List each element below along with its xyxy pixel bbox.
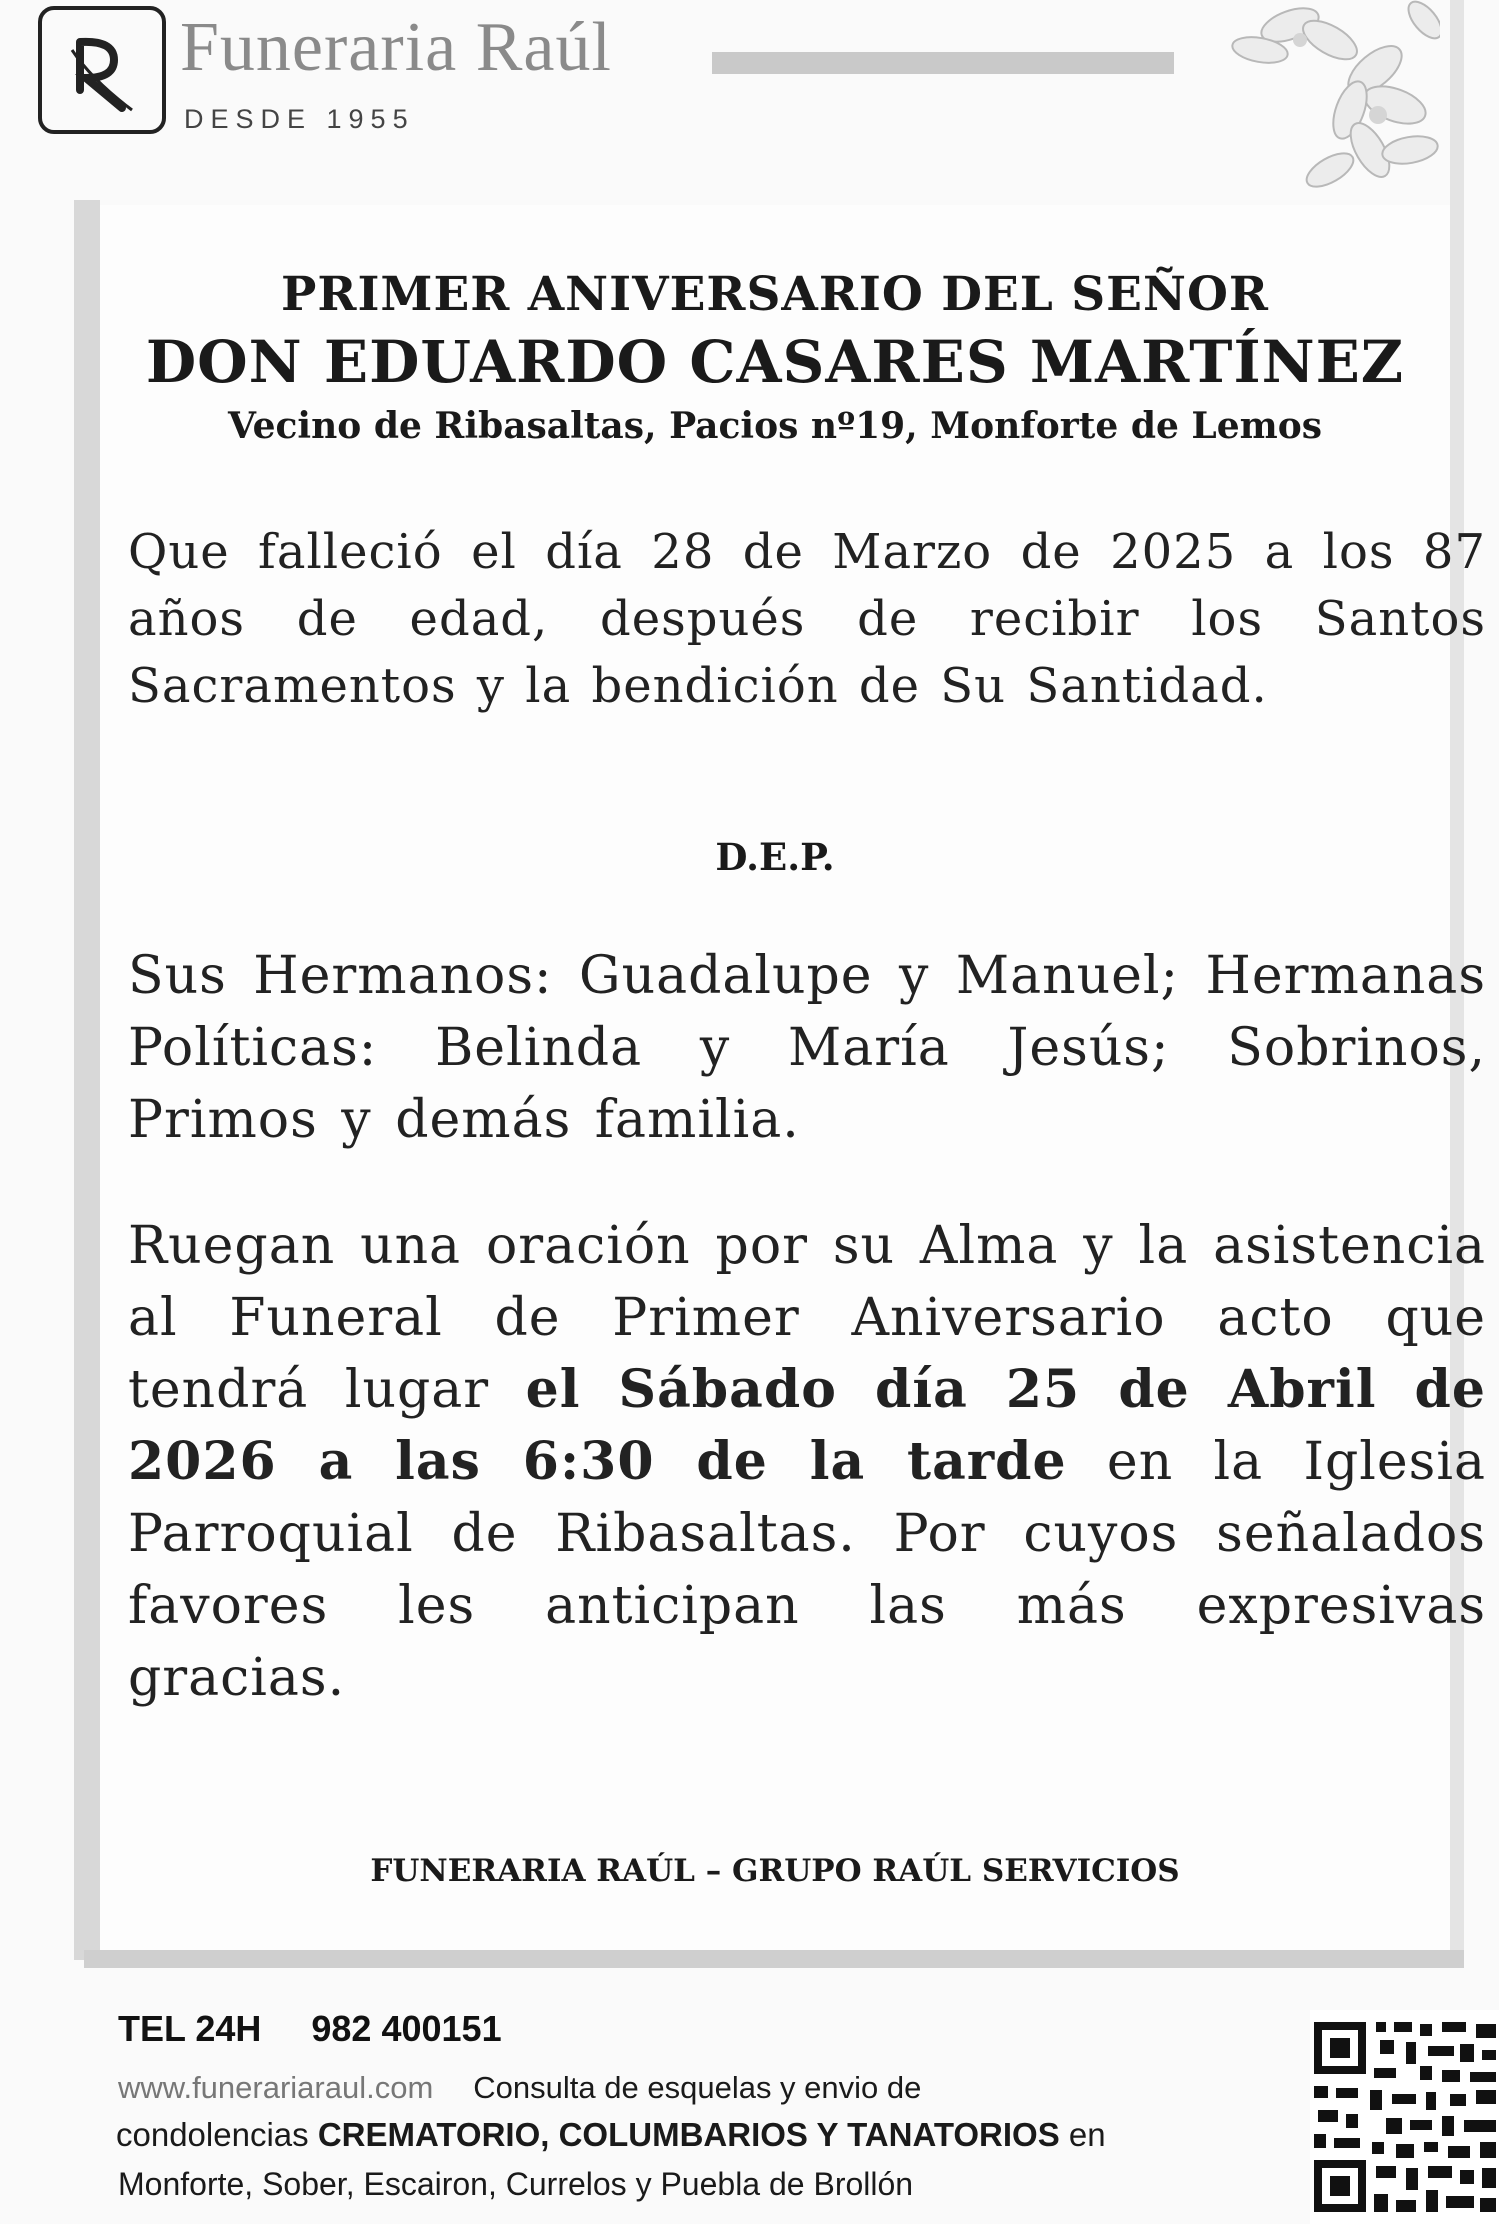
- phone-label: TEL 24H: [118, 2008, 262, 2049]
- services-line: [116, 2116, 1106, 2154]
- consult-text: Consulta de esquelas y envio de: [473, 2070, 922, 2105]
- brand-name: Funeraria Raúl: [180, 9, 612, 86]
- funeral-text-start: Ruegan una oración por su Alma y la asistencia al Funeral de Primer Aniversario acto que tendrá lugar: [128, 1216, 1486, 1420]
- obituary-card: [100, 205, 1486, 1950]
- header-divider: [712, 52, 1174, 74]
- plumeria-flowers-icon: [1200, 0, 1440, 210]
- death-paragraph: Que falleció el día 28 de Marzo de 2025 a los 87 años de edad, después de recibir los Santos Sacramentos y la bendición de Su Santidad.: [128, 524, 1486, 714]
- contact-footer: [118, 2008, 1106, 2203]
- services-bold: CREMATORIO, COLUMBARIOS Y TANATORIOS: [317, 2116, 1060, 2153]
- services-end: en: [1059, 2116, 1106, 2153]
- frame-shadow-left: [74, 200, 100, 1960]
- services-start: condolencias: [116, 2116, 318, 2153]
- phone-number[interactable]: 982 400151: [311, 2008, 502, 2049]
- header: [0, 0, 1499, 200]
- brand-since: DESDE 1955: [184, 104, 415, 134]
- family-paragraph: Sus Hermanos: Guadalupe y Manuel; Hermanas Políticas: Belinda y María Jesús; Sobrinos, Primos y demás familia.: [128, 946, 1486, 1150]
- website-row: [118, 2070, 1106, 2106]
- frame-shadow-bottom: [84, 1950, 1464, 1968]
- locations-line: Monforte, Sober, Escairon, Currelos y Puebla de Brollón: [118, 2166, 914, 2202]
- logo: [38, 6, 166, 134]
- funeral-date: el Sábado día 25 de Abril de 2026 a las 6:30 de la tarde: [128, 1359, 1486, 1492]
- notice-title: PRIMER ANIVERSARIO DEL SEÑOR: [281, 267, 1269, 322]
- dep-label: D.E.P.: [715, 835, 835, 879]
- phone-row: [118, 2008, 1106, 2050]
- funeral-text-end: en la Iglesia Parroquial de Ribasaltas. Por cuyos señalados favores les anticipan las más expresivas gracias.: [128, 1432, 1486, 1708]
- qr-code-icon[interactable]: [1310, 2010, 1499, 2224]
- signature: FUNERARIA RAÚL – GRUPO RAÚL SERVICIOS: [370, 1853, 1180, 1889]
- deceased-name: DON EDUARDO CASARES MARTÍNEZ: [145, 328, 1405, 396]
- funeral-paragraph: [128, 1210, 1486, 1714]
- website-link[interactable]: www.funerariaraul.com: [118, 2070, 434, 2105]
- logo-r-icon: [52, 20, 152, 120]
- deceased-address: Vecino de Ribasaltas, Pacios nº19, Monforte de Lemos: [227, 405, 1323, 447]
